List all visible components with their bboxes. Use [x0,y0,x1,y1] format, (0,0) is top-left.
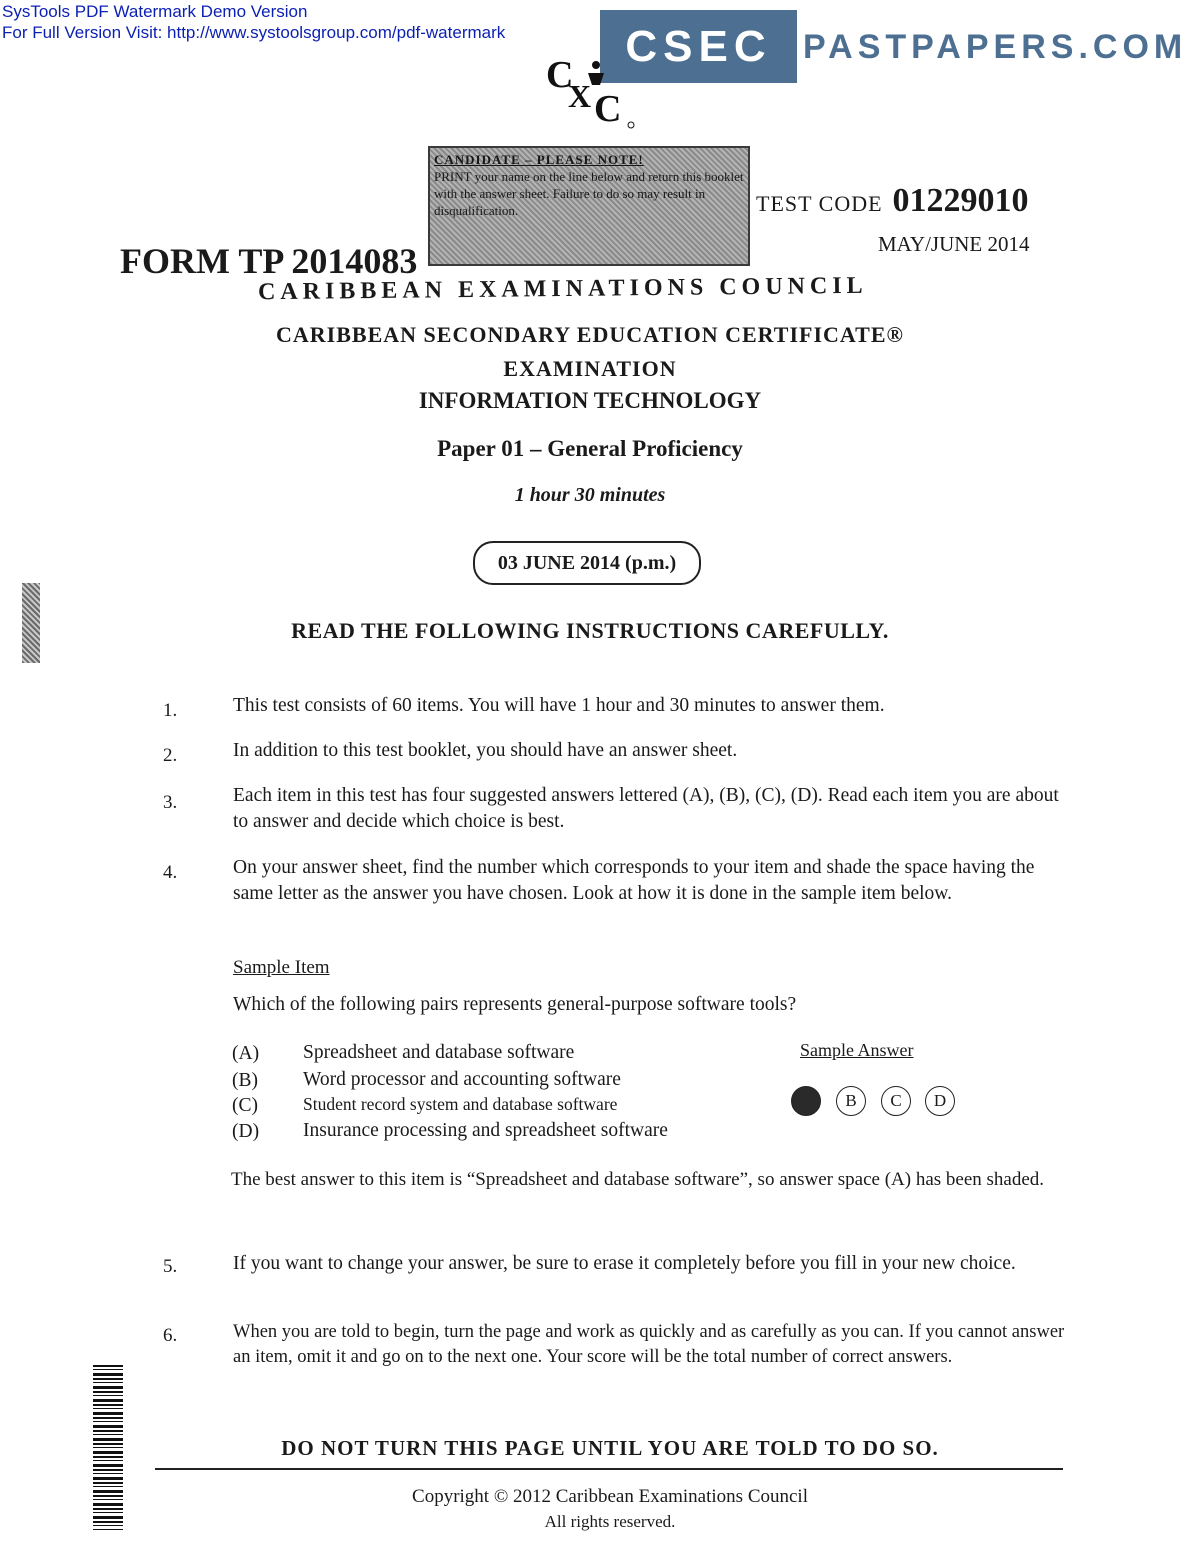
paper-title: Paper 01 – General Proficiency [437,436,743,461]
council-name: CARIBBEAN EXAMINATIONS COUNCIL [257,272,868,306]
test-code-value: 01229010 [892,182,1029,219]
side-stamp [22,583,40,663]
answer-bubble-d: D [925,1086,955,1116]
instruction-1: This test consists of 60 items. You will have 1 hour and 30 minutes to answer them. [233,695,885,716]
option-letter-a: (A) [232,1043,260,1064]
watermark-line-1: SysTools PDF Watermark Demo Version [2,2,308,21]
sample-item-label: Sample Item [233,957,330,978]
test-code-label: TEST CODE [756,191,883,216]
exam-duration: 1 hour 30 minutes [514,484,666,506]
item-number-3: 3. [163,792,178,813]
sample-explanation: The best answer to this item is “Spreadsheet and database software”, so answer space (A) has been shaded. [231,1169,1045,1190]
rights-reserved: All rights reserved. [544,1512,676,1531]
answer-bubble-c: C [881,1086,911,1116]
watermark-line-2: For Full Version Visit: http://www.systoolsgroup.com/pdf-watermark [2,23,506,42]
brand-site: PASTPAPERS.COM [803,28,1188,66]
notice-body: PRINT your name on the line below and return this booklet with the answer sheet. Failure to do so may result in disqualification. [434,169,744,218]
instruction-5: If you want to change your answer, be sure to erase it completely before you fill in your new choice. [233,1253,1016,1274]
test-code-block [756,182,1029,220]
sample-question: Which of the following pairs represents general-purpose software tools? [233,994,797,1015]
svg-text:C: C [594,88,622,130]
option-text-c: Student record system and database software [303,1094,618,1114]
instruction-6: When you are told to begin, turn the page and work as quickly and as carefully as you can. If you cannot answer an item, omit it and go on to the next one. Your score will be the total number of correct answers. [233,1322,1065,1367]
sample-answer-label: Sample Answer [800,1040,914,1060]
subject-title: INFORMATION TECHNOLOGY [418,388,762,413]
cxc-logo-icon [538,55,638,130]
copyright-notice: Copyright © 2012 Caribbean Examinations Council [412,1486,808,1507]
option-text-d: Insurance processing and spreadsheet software [303,1120,668,1141]
option-text-a: Spreadsheet and database software [303,1042,575,1063]
option-letter-c: (C) [232,1095,258,1116]
option-text-b: Word processor and accounting software [303,1069,621,1090]
candidate-notice [428,146,750,266]
instruction-3: Each item in this test has four suggested answers lettered (A), (B), (C), (D). Read each item you are about to answer and decide which choice is best. [233,785,1059,832]
instructions-heading: READ THE FOLLOWING INSTRUCTIONS CAREFULLY. [291,618,889,643]
svg-text:C: C [546,55,574,96]
exam-session: MAY/JUNE 2014 [878,232,1030,256]
certificate-title: CARIBBEAN SECONDARY EDUCATION CERTIFICATE® [276,322,904,347]
answer-bubble-b: B [836,1086,866,1116]
svg-text:X: X [568,78,592,114]
item-number-6: 6. [163,1325,178,1346]
brand-box: CSEC [600,10,797,83]
option-letter-d: (D) [232,1121,260,1142]
notice-heading: CANDIDATE – PLEASE NOTE! [434,152,644,167]
footer-rule [155,1468,1063,1470]
option-letter-b: (B) [232,1070,258,1091]
barcode-icon [93,1365,123,1530]
form-number: FORM TP 2014083 [120,241,418,281]
item-number-1: 1. [163,700,178,721]
item-number-5: 5. [163,1256,178,1277]
examination-title: EXAMINATION [503,356,677,381]
item-number-2: 2. [163,745,178,766]
exam-date: 03 JUNE 2014 (p.m.) [473,541,701,585]
instruction-4: On your answer sheet, find the number which corresponds to your item and shade the space having the same letter as the answer you have chosen. Look at how it is done in the sample item below. [233,857,1035,904]
item-number-4: 4. [163,862,178,883]
do-not-turn-warning: DO NOT TURN THIS PAGE UNTIL YOU ARE TOLD TO DO SO. [281,1436,939,1460]
instruction-2: In addition to this test booklet, you should have an answer sheet. [233,740,738,761]
answer-bubble-a [791,1086,821,1116]
